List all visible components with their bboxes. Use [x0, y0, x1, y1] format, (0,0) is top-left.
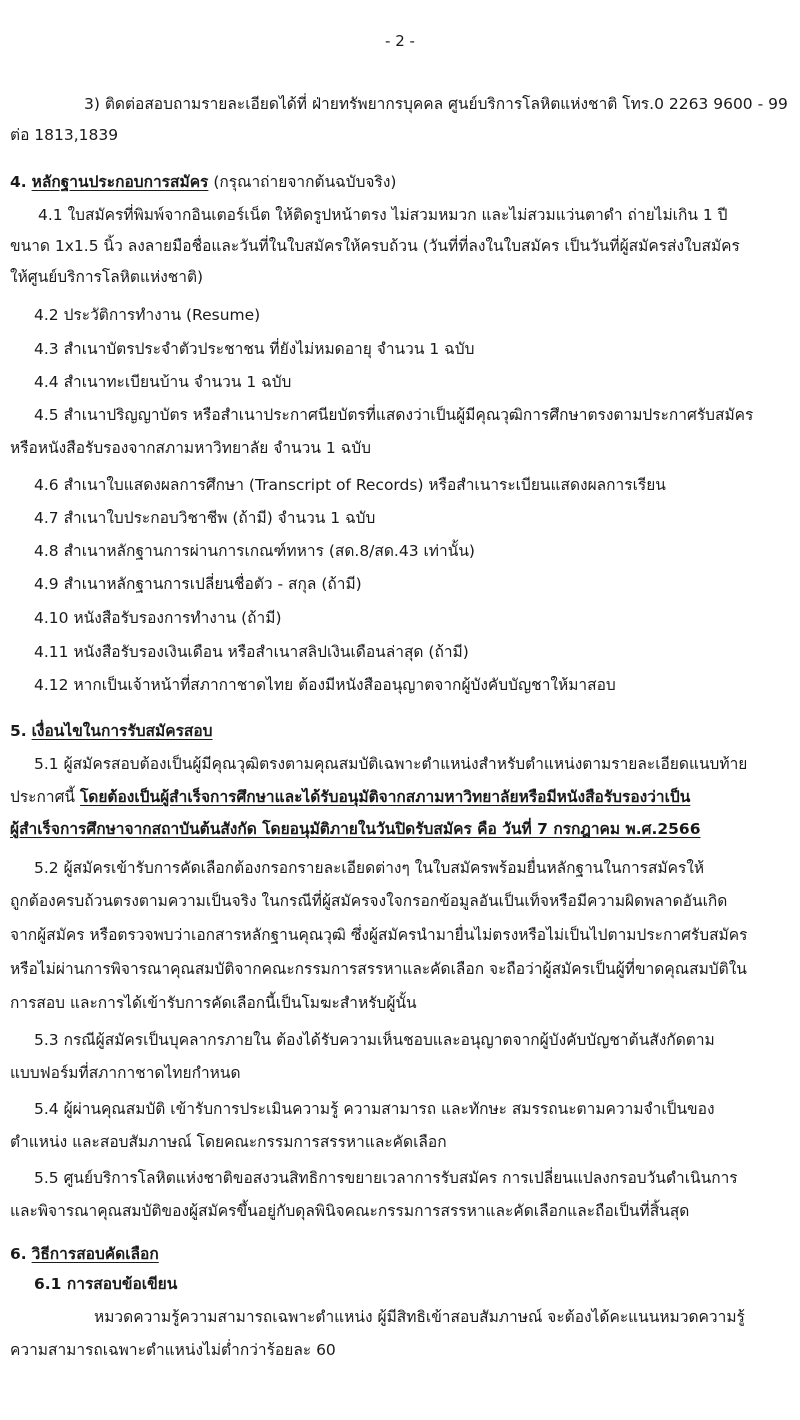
item-4-1-line2: ขนาด 1x1.5 นิ้ว ลงลายมือชื่อและวันที่ในใบสมัครให้ครบถ้วน (วันที่ที่ลงในใบสมัคร เป็นวันที่ผู้สมัครส่งใบสมัคร	[10, 237, 740, 255]
sec6-paragraph-line1: หมวดความรู้ความสามารถเฉพาะตำแหน่ง ผู้มีสิทธิเข้าสอบสัมภาษณ์ จะต้องได้คะแนนหมวดความรู้	[94, 1308, 745, 1326]
sec5-title: เงื่อนไขในการรับสมัครสอบ	[31, 722, 213, 740]
sec3-item3-line1: 3) ติดต่อสอบถามรายละเอียดได้ที่ ฝ่ายทรัพยากรบุคคล ศูนย์บริการโลหิตแห่งชาติ โทร.0 2263 9600 - 99	[84, 95, 788, 113]
item-4-1-line3: ให้ศูนย์บริการโลหิตแห่งชาติ)	[10, 268, 204, 286]
item-5-4-line2: ตำแหน่ง และสอบสัมภาษณ์ โดยคณะกรรมการสรรหาและคัดเลือก	[10, 1133, 447, 1151]
sub-6-1-heading: 6.1 การสอบข้อเขียน	[34, 1275, 178, 1293]
sec6-paragraph-line2: ความสามารถเฉพาะตำแหน่งไม่ต่ำกว่าร้อยละ 60	[10, 1341, 336, 1359]
item-5-5-line1: 5.5 ศูนย์บริการโลหิตแห่งชาติขอสงวนสิทธิการขยายเวลาการรับสมัคร การเปลี่ยนแปลงกรอบวันดำเนินการ	[34, 1169, 738, 1187]
item-4-1-line1: 4.1 ใบสมัครที่พิมพ์จากอินเตอร์เน็ต ให้ติดรูปหน้าตรง ไม่สวมหมวก และไม่สวมแว่นตาดำ ถ่ายไม่เกิน 1 ปี	[38, 206, 728, 224]
item-4-5-line2: หรือหนังสือรับรองจากสภามหาวิทยาลัย จำนวน 1 ฉบับ	[10, 439, 371, 457]
item-5-2-line2: ถูกต้องครบถ้วนตรงตามความเป็นจริง ในกรณีที่ผู้สมัครจงใจกรอกข้อมูลอันเป็นเท็จหรือมีความผิดพลาดอันเกิด	[10, 892, 728, 910]
sec6-title: วิธีการสอบคัดเลือก	[31, 1245, 159, 1263]
item-4-11: 4.11 หนังสือรับรองเงินเดือน หรือสำเนาสลิปเงินเดือนล่าสุด (ถ้ามี)	[34, 643, 469, 661]
sec4-number: 4.	[10, 173, 27, 191]
item-5-2-line5: การสอบ และการได้เข้ารับการคัดเลือกนี้เป็นโมฆะสำหรับผู้นั้น	[10, 994, 417, 1012]
item-5-4-line1: 5.4 ผู้ผ่านคุณสมบัติ เข้ารับการประเมินความรู้ ความสามารถ และทักษะ สมรรถนะตามความจำเป็นของ	[34, 1100, 715, 1118]
item-4-10: 4.10 หนังสือรับรองการทำงาน (ถ้ามี)	[34, 609, 282, 627]
sec4-heading	[10, 171, 396, 193]
item-4-6: 4.6 สำเนาใบแสดงผลการศึกษา (Transcript of Records) หรือสำเนาระเบียนแสดงผลการเรียน	[34, 476, 666, 494]
item-4-7: 4.7 สำเนาใบประกอบวิชาชีพ (ถ้ามี) จำนวน 1 ฉบับ	[34, 509, 376, 527]
item-5-1-line3: ผู้สำเร็จการศึกษาจากสถาบันต้นสังกัด โดยอนุมัติภายในวันปิดรับสมัคร คือ วันที่ 7 กรกฎาคม พ.ศ.2566	[10, 820, 701, 838]
sec5-heading	[10, 720, 213, 742]
item-5-3-line1: 5.3 กรณีผู้สมัครเป็นบุคลากรภายใน ต้องได้รับความเห็นชอบและอนุญาตจากผู้บังคับบัญชาต้นสังกัดตาม	[34, 1031, 715, 1049]
sec3-item3-line2: ต่อ 1813,1839	[10, 126, 119, 144]
item-4-12: 4.12 หากเป็นเจ้าหน้าที่สภากาชาดไทย ต้องมีหนังสืออนุญาตจากผู้บังคับบัญชาให้มาสอบ	[34, 676, 616, 694]
item-4-3: 4.3 สำเนาบัตรประจำตัวประชาชน ที่ยังไม่หมดอายุ จำนวน 1 ฉบับ	[34, 340, 475, 358]
sec4-title: หลักฐานประกอบการสมัคร	[31, 173, 209, 191]
item-4-5-line1: 4.5 สำเนาปริญญาบัตร หรือสำเนาประกาศนียบัตรที่แสดงว่าเป็นผู้มีคุณวุฒิการศึกษาตรงตามประกาศรับสมัคร	[34, 406, 754, 424]
item-5-2-line4: หรือไม่ผ่านการพิจารณาคุณสมบัติจากคณะกรรมการสรรหาและคัดเลือก จะถือว่าผู้สมัครเป็นผู้ที่ขาดคุณสมบัติใน	[10, 960, 747, 978]
sec4-note: (กรุณาถ่ายจากต้นฉบับจริง)	[213, 173, 397, 191]
item-5-2-line3: จากผู้สมัคร หรือตรวจพบว่าเอกสารหลักฐานคุณวุฒิ ซึ่งผู้สมัครนำมายื่นไม่ตรงหรือไม่เป็นไปตามประกาศรับสมัคร	[10, 926, 748, 944]
page-number: - 2 -	[385, 32, 415, 50]
item-5-2-line1: 5.2 ผู้สมัครเข้ารับการคัดเลือกต้องกรอกรายละเอียดต่างๆ ในใบสมัครพร้อมยื่นหลักฐานในการสมัครให้	[34, 859, 705, 877]
sec5-number: 5.	[10, 722, 27, 740]
item-4-8: 4.8 สำเนาหลักฐานการผ่านการเกณฑ์ทหาร (สด.8/สด.43 เท่านั้น)	[34, 542, 475, 560]
sec6-number: 6.	[10, 1245, 27, 1263]
item-5-1-line2-emphasis: โดยต้องเป็นผู้สำเร็จการศึกษาและได้รับอนุมัติจากสภามหาวิทยาลัยหรือมีหนังสือรับรองว่าเป็น	[79, 788, 691, 806]
item-5-3-line2: แบบฟอร์มที่สภากาชาดไทยกำหนด	[10, 1064, 241, 1082]
item-5-1-line2	[10, 786, 690, 808]
item-5-5-line2: และพิจารณาคุณสมบัติของผู้สมัครขึ้นอยู่กับดุลพินิจคณะกรรมการสรรหาและคัดเลือกและถือเป็นที่สิ้นสุด	[10, 1202, 690, 1220]
item-5-1-line1: 5.1 ผู้สมัครสอบต้องเป็นผู้มีคุณวุฒิตรงตามคุณสมบัติเฉพาะตำแหน่งสำหรับตำแหน่งตามรายละเอียดแนบท้าย	[34, 755, 748, 773]
item-5-1-line2-plain: ประกาศนี้	[10, 788, 80, 806]
item-4-4: 4.4 สำเนาทะเบียนบ้าน จำนวน 1 ฉบับ	[34, 373, 292, 391]
item-4-9: 4.9 สำเนาหลักฐานการเปลี่ยนชื่อตัว - สกุล (ถ้ามี)	[34, 575, 362, 593]
sec6-heading	[10, 1243, 159, 1265]
item-4-2: 4.2 ประวัติการทำงาน (Resume)	[34, 306, 261, 324]
